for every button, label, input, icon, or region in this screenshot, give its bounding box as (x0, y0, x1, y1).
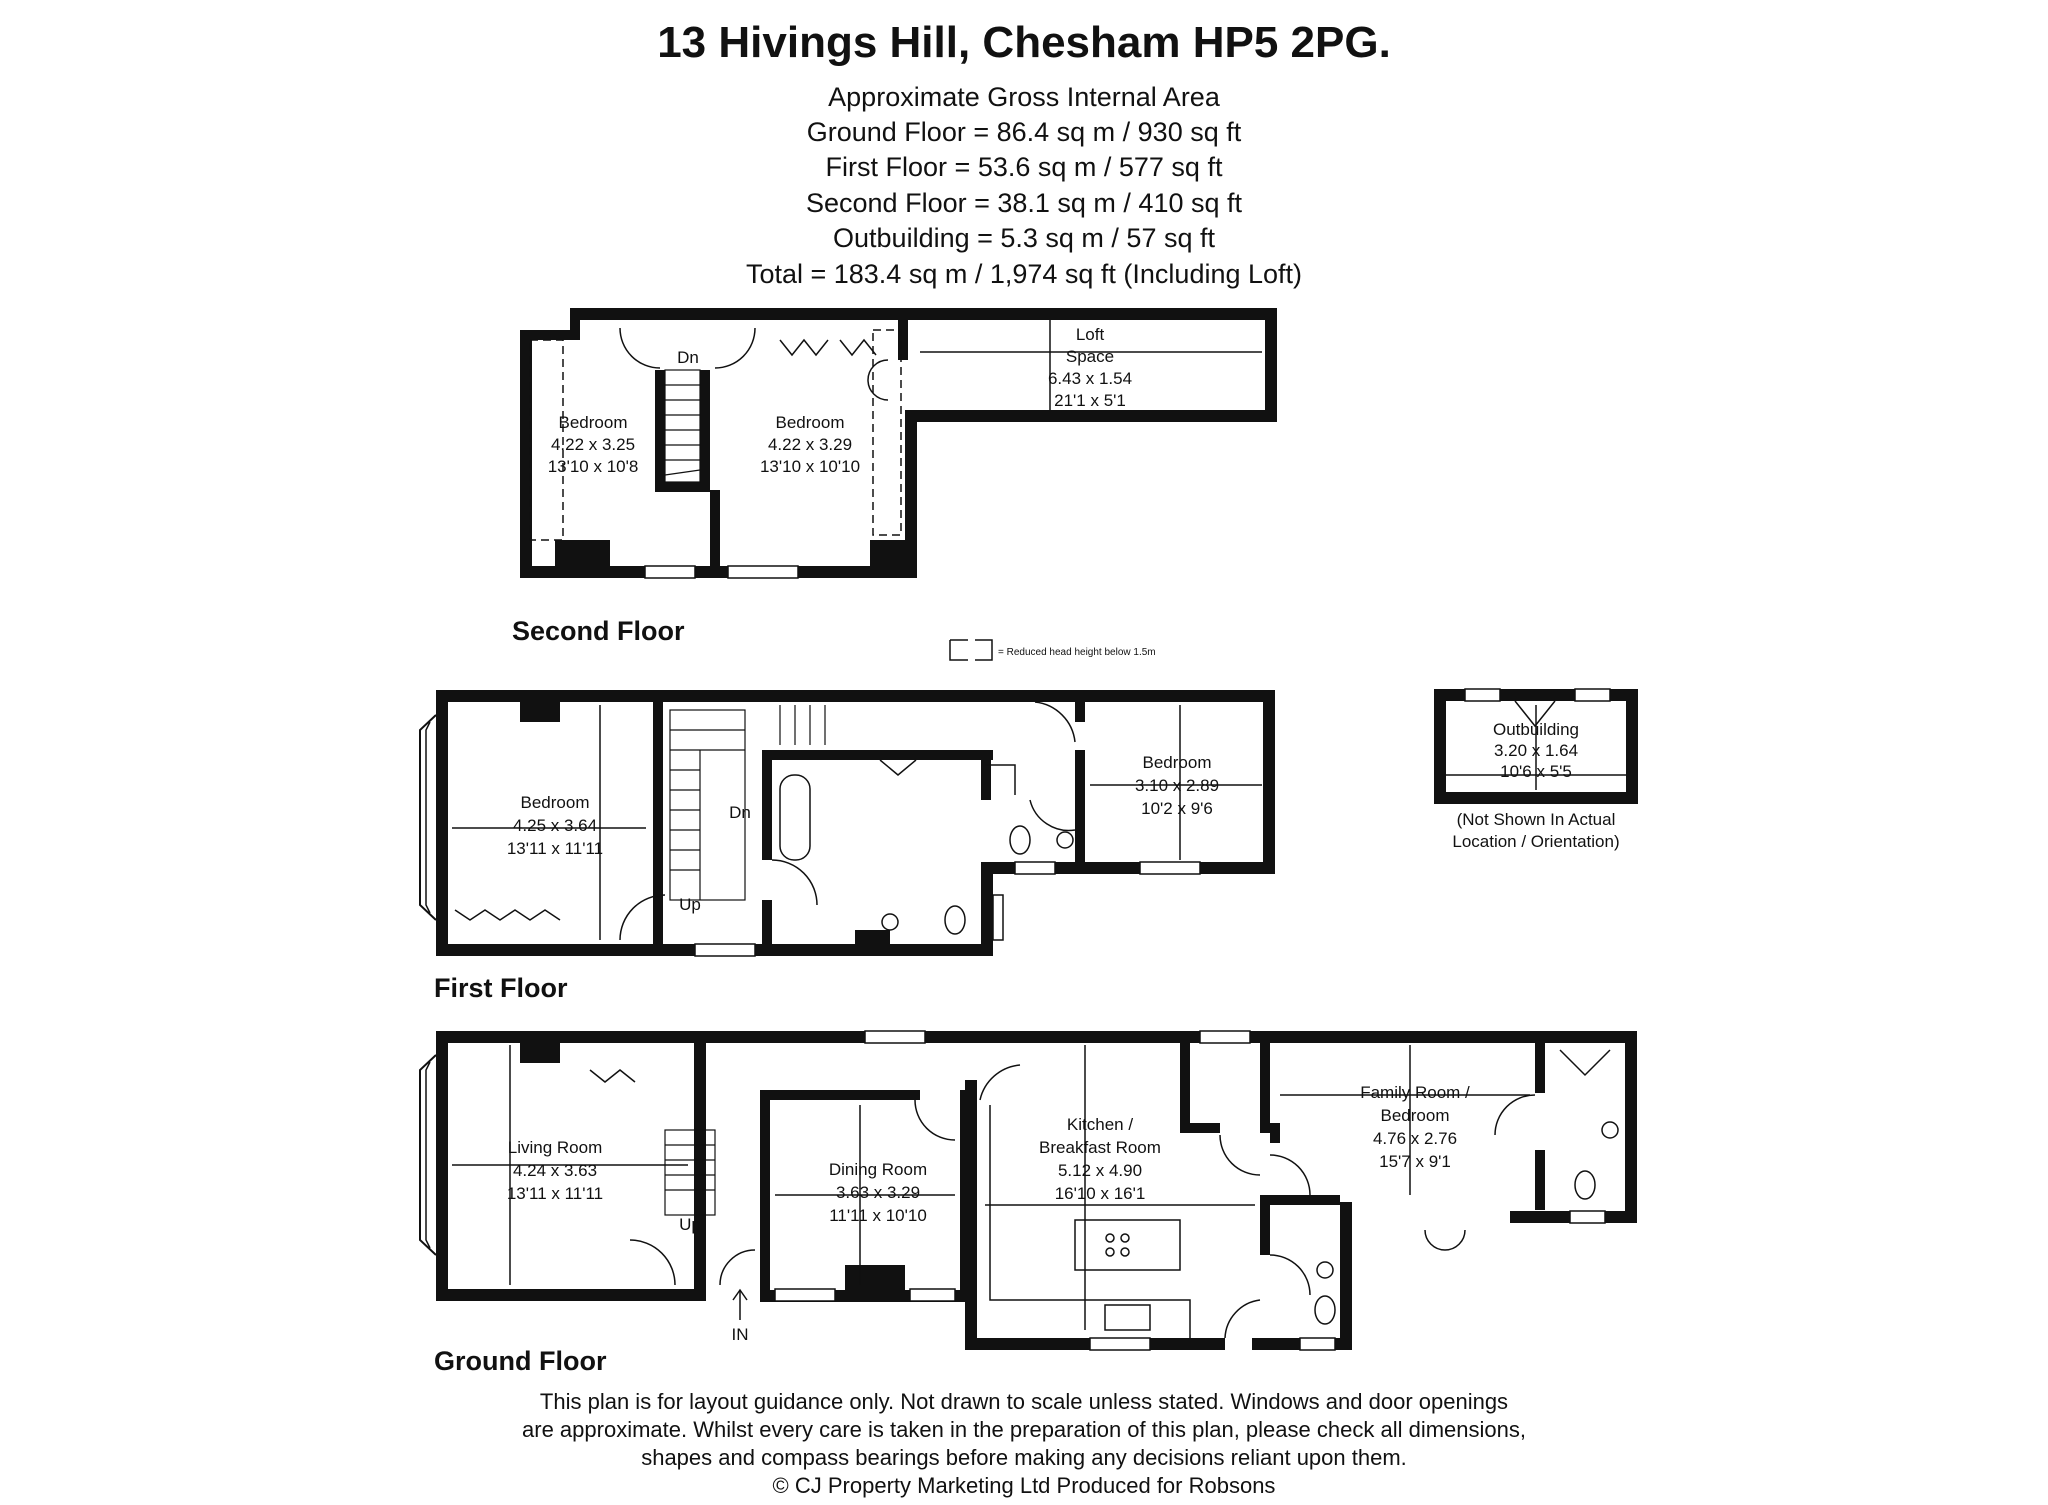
area-ground: Ground Floor = 86.4 sq m / 930 sq ft (806, 117, 1242, 147)
room-imperial: 15'7 x 9'1 (1379, 1152, 1451, 1171)
room-name: Space (1065, 347, 1115, 366)
stair-label: Dn (677, 348, 699, 367)
outbuilding-note: (Not Shown In Actual (1456, 810, 1616, 829)
entrance-label: IN (731, 1325, 749, 1344)
stair-label: Dn (729, 803, 751, 822)
disclaimer-line: shapes and compass bearings before making any decisions reliant upon them. (641, 1445, 1407, 1470)
room-name: Bedroom (1380, 1106, 1450, 1125)
area-second: Second Floor = 38.1 sq m / 410 sq ft (806, 188, 1242, 218)
area-total: Total = 183.4 sq m / 1,974 sq ft (Including Loft) (745, 259, 1303, 289)
room-imperial: 13'11 x 11'11 (506, 839, 604, 858)
area-first: First Floor = 53.6 sq m / 577 sq ft (825, 152, 1223, 182)
door-swing (1225, 1300, 1260, 1338)
room-name: Bedroom (1142, 753, 1212, 772)
ground-floor-label: Ground Floor (434, 1346, 607, 1376)
door-swing (980, 1065, 1020, 1100)
room-imperial: 10'6 x 5'5 (1500, 762, 1572, 781)
room-metric: 3.63 x 3.29 (835, 1183, 921, 1202)
room-imperial: 13'10 x 10'8 (547, 457, 639, 476)
door-swing (1030, 800, 1075, 830)
room-metric: 4.22 x 3.29 (767, 435, 853, 454)
door-swing (772, 860, 817, 905)
room-metric: 4.76 x 2.76 (1372, 1129, 1458, 1148)
legend-symbol (950, 640, 992, 660)
room-metric: 4.24 x 3.63 (512, 1161, 598, 1180)
second-floor-label: Second Floor (512, 616, 685, 646)
room-metric: 6.43 x 1.54 (1047, 369, 1133, 388)
door-swing (720, 1250, 755, 1285)
door-swing (620, 328, 660, 368)
room-name: Living Room (507, 1138, 603, 1157)
stairs-ground (665, 1130, 715, 1215)
disclaimer (0, 1388, 2048, 1500)
room-name: Kitchen / (1066, 1115, 1134, 1134)
door-swing (1035, 702, 1075, 742)
legend-label: = Reduced head height below 1.5m (998, 647, 1156, 658)
sink (882, 914, 898, 930)
door-swing (915, 1100, 955, 1140)
page-title: 13 Hivings Hill, Chesham HP5 2PG. (657, 18, 1391, 67)
room-name: Dining Room (828, 1160, 928, 1179)
first-floor-label: First Floor (434, 973, 568, 1003)
room-name: Bedroom (520, 793, 590, 812)
door-swing (630, 1240, 675, 1285)
room-name: Bedroom (558, 413, 628, 432)
room-imperial: 11'11 x 10'10 (829, 1206, 927, 1225)
kitchen-island (1075, 1220, 1180, 1270)
disclaimer-line: This plan is for layout guidance only. Not drawn to scale unless stated. Windows and door openings (539, 1389, 1509, 1414)
sink (1317, 1262, 1333, 1278)
stairs-second (665, 370, 700, 482)
room-imperial: 13'10 x 10'10 (759, 457, 861, 476)
area-heading: Approximate Gross Internal Area (828, 82, 1220, 112)
room-name: Loft (1075, 325, 1105, 344)
room-metric: 3.20 x 1.64 (1493, 741, 1579, 760)
copyright: © CJ Property Marketing Ltd Produced for Robsons (772, 1473, 1276, 1498)
room-imperial: 21'1 x 5'1 (1054, 391, 1126, 410)
bath (780, 775, 810, 860)
room-name: Breakfast Room (1039, 1138, 1161, 1157)
sink (1105, 1305, 1150, 1330)
toilet (1010, 826, 1030, 854)
room-metric: 4.25 x 3.64 (512, 816, 598, 835)
room-name: Outbuilding (1492, 720, 1580, 739)
outbuilding-note: Location / Orientation) (1452, 832, 1620, 851)
room-metric: 5.12 x 4.90 (1057, 1161, 1143, 1180)
door-swing (715, 328, 755, 368)
disclaimer-line: are approximate. Whilst every care is taken in the preparation of this plan, please check all dimensions, (522, 1417, 1526, 1442)
door-swing (1270, 1255, 1310, 1295)
door-swing (1220, 1135, 1260, 1175)
room-imperial: 16'10 x 16'1 (1054, 1184, 1146, 1203)
sink (1057, 832, 1073, 848)
sink (1602, 1122, 1618, 1138)
room-metric: 4.22 x 3.25 (550, 435, 636, 454)
area-outbuilding: Outbuilding = 5.3 sq m / 57 sq ft (833, 223, 1215, 253)
stair-label: Up (679, 1215, 701, 1234)
room-metric: 3.10 x 2.89 (1134, 776, 1220, 795)
room-imperial: 13'11 x 11'11 (506, 1184, 604, 1203)
toilet (1315, 1296, 1335, 1324)
room-name: Family Room / (1360, 1083, 1470, 1102)
room-name: Bedroom (775, 413, 845, 432)
toilet (1575, 1171, 1595, 1199)
stair-label: Up (679, 895, 701, 914)
ground-floor-walls (436, 1031, 1637, 1350)
door-swing (1270, 1155, 1310, 1195)
toilet (945, 906, 965, 934)
room-imperial: 10'2 x 9'6 (1141, 799, 1213, 818)
door-swing (1495, 1095, 1535, 1135)
